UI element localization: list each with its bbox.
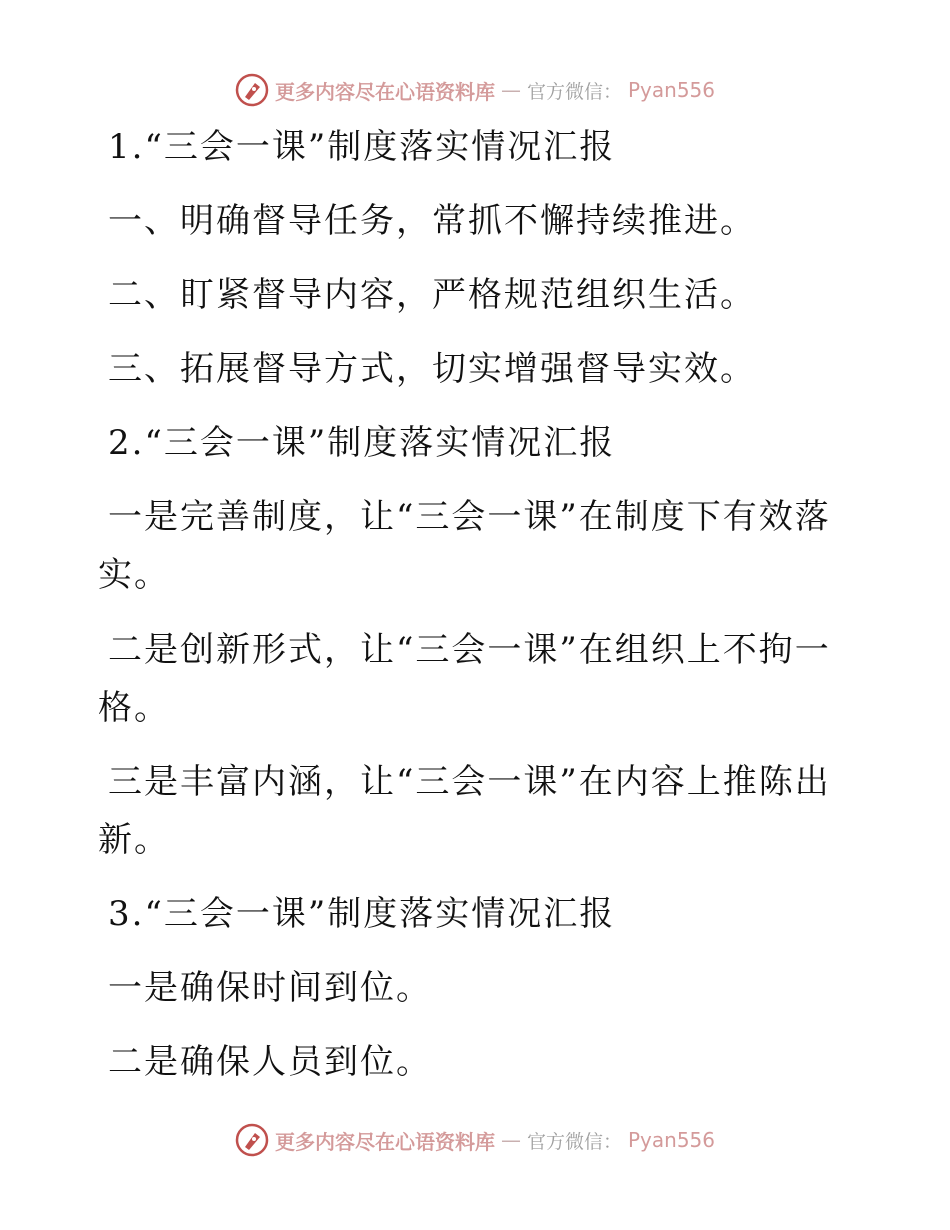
section-3-title: 3.“三会一课”制度落实情况汇报	[108, 894, 616, 934]
section-2-title: 2.“三会一课”制度落实情况汇报	[108, 423, 616, 463]
banner-wechat-id: Pyan556	[628, 1128, 716, 1152]
banner-slogan: 更多内容尽在心语资料库	[274, 1129, 495, 1154]
banner-slogan: 更多内容尽在心语资料库	[274, 79, 495, 104]
banner-dash: —	[500, 78, 521, 102]
paragraph-line-continued: 新。	[98, 820, 170, 860]
section-1-title: 1.“三会一课”制度落实情况汇报	[108, 127, 616, 167]
paragraph-line: 一是完善制度，让“三会一课”在制度下有效落	[108, 497, 831, 537]
banner-dash: —	[500, 1128, 521, 1152]
footer-banner	[0, 1120, 950, 1160]
paragraph-line: 一、明确督导任务，常抓不懈持续推进。	[108, 201, 756, 241]
paragraph-line: 三、拓展督导方式，切实增强督导实效。	[108, 349, 756, 389]
header-banner	[0, 70, 950, 110]
paragraph-line: 二是确保人员到位。	[108, 1042, 432, 1082]
banner-wechat-label: 官方微信：	[526, 80, 622, 103]
pen-nib-logo-icon	[235, 1123, 269, 1157]
paragraph-line: 二、盯紧督导内容，严格规范组织生活。	[108, 275, 756, 315]
paragraph-line-continued: 格。	[98, 688, 170, 728]
paragraph-line-continued: 实。	[98, 555, 170, 595]
paragraph-line: 三是丰富内涵，让“三会一课”在内容上推陈出	[108, 762, 831, 802]
banner-wechat-label: 官方微信：	[526, 1130, 622, 1153]
banner-wechat-id: Pyan556	[628, 78, 716, 102]
pen-nib-logo-icon	[235, 73, 269, 107]
paragraph-line: 二是创新形式，让“三会一课”在组织上不拘一	[108, 630, 831, 670]
paragraph-line: 一是确保时间到位。	[108, 968, 432, 1008]
